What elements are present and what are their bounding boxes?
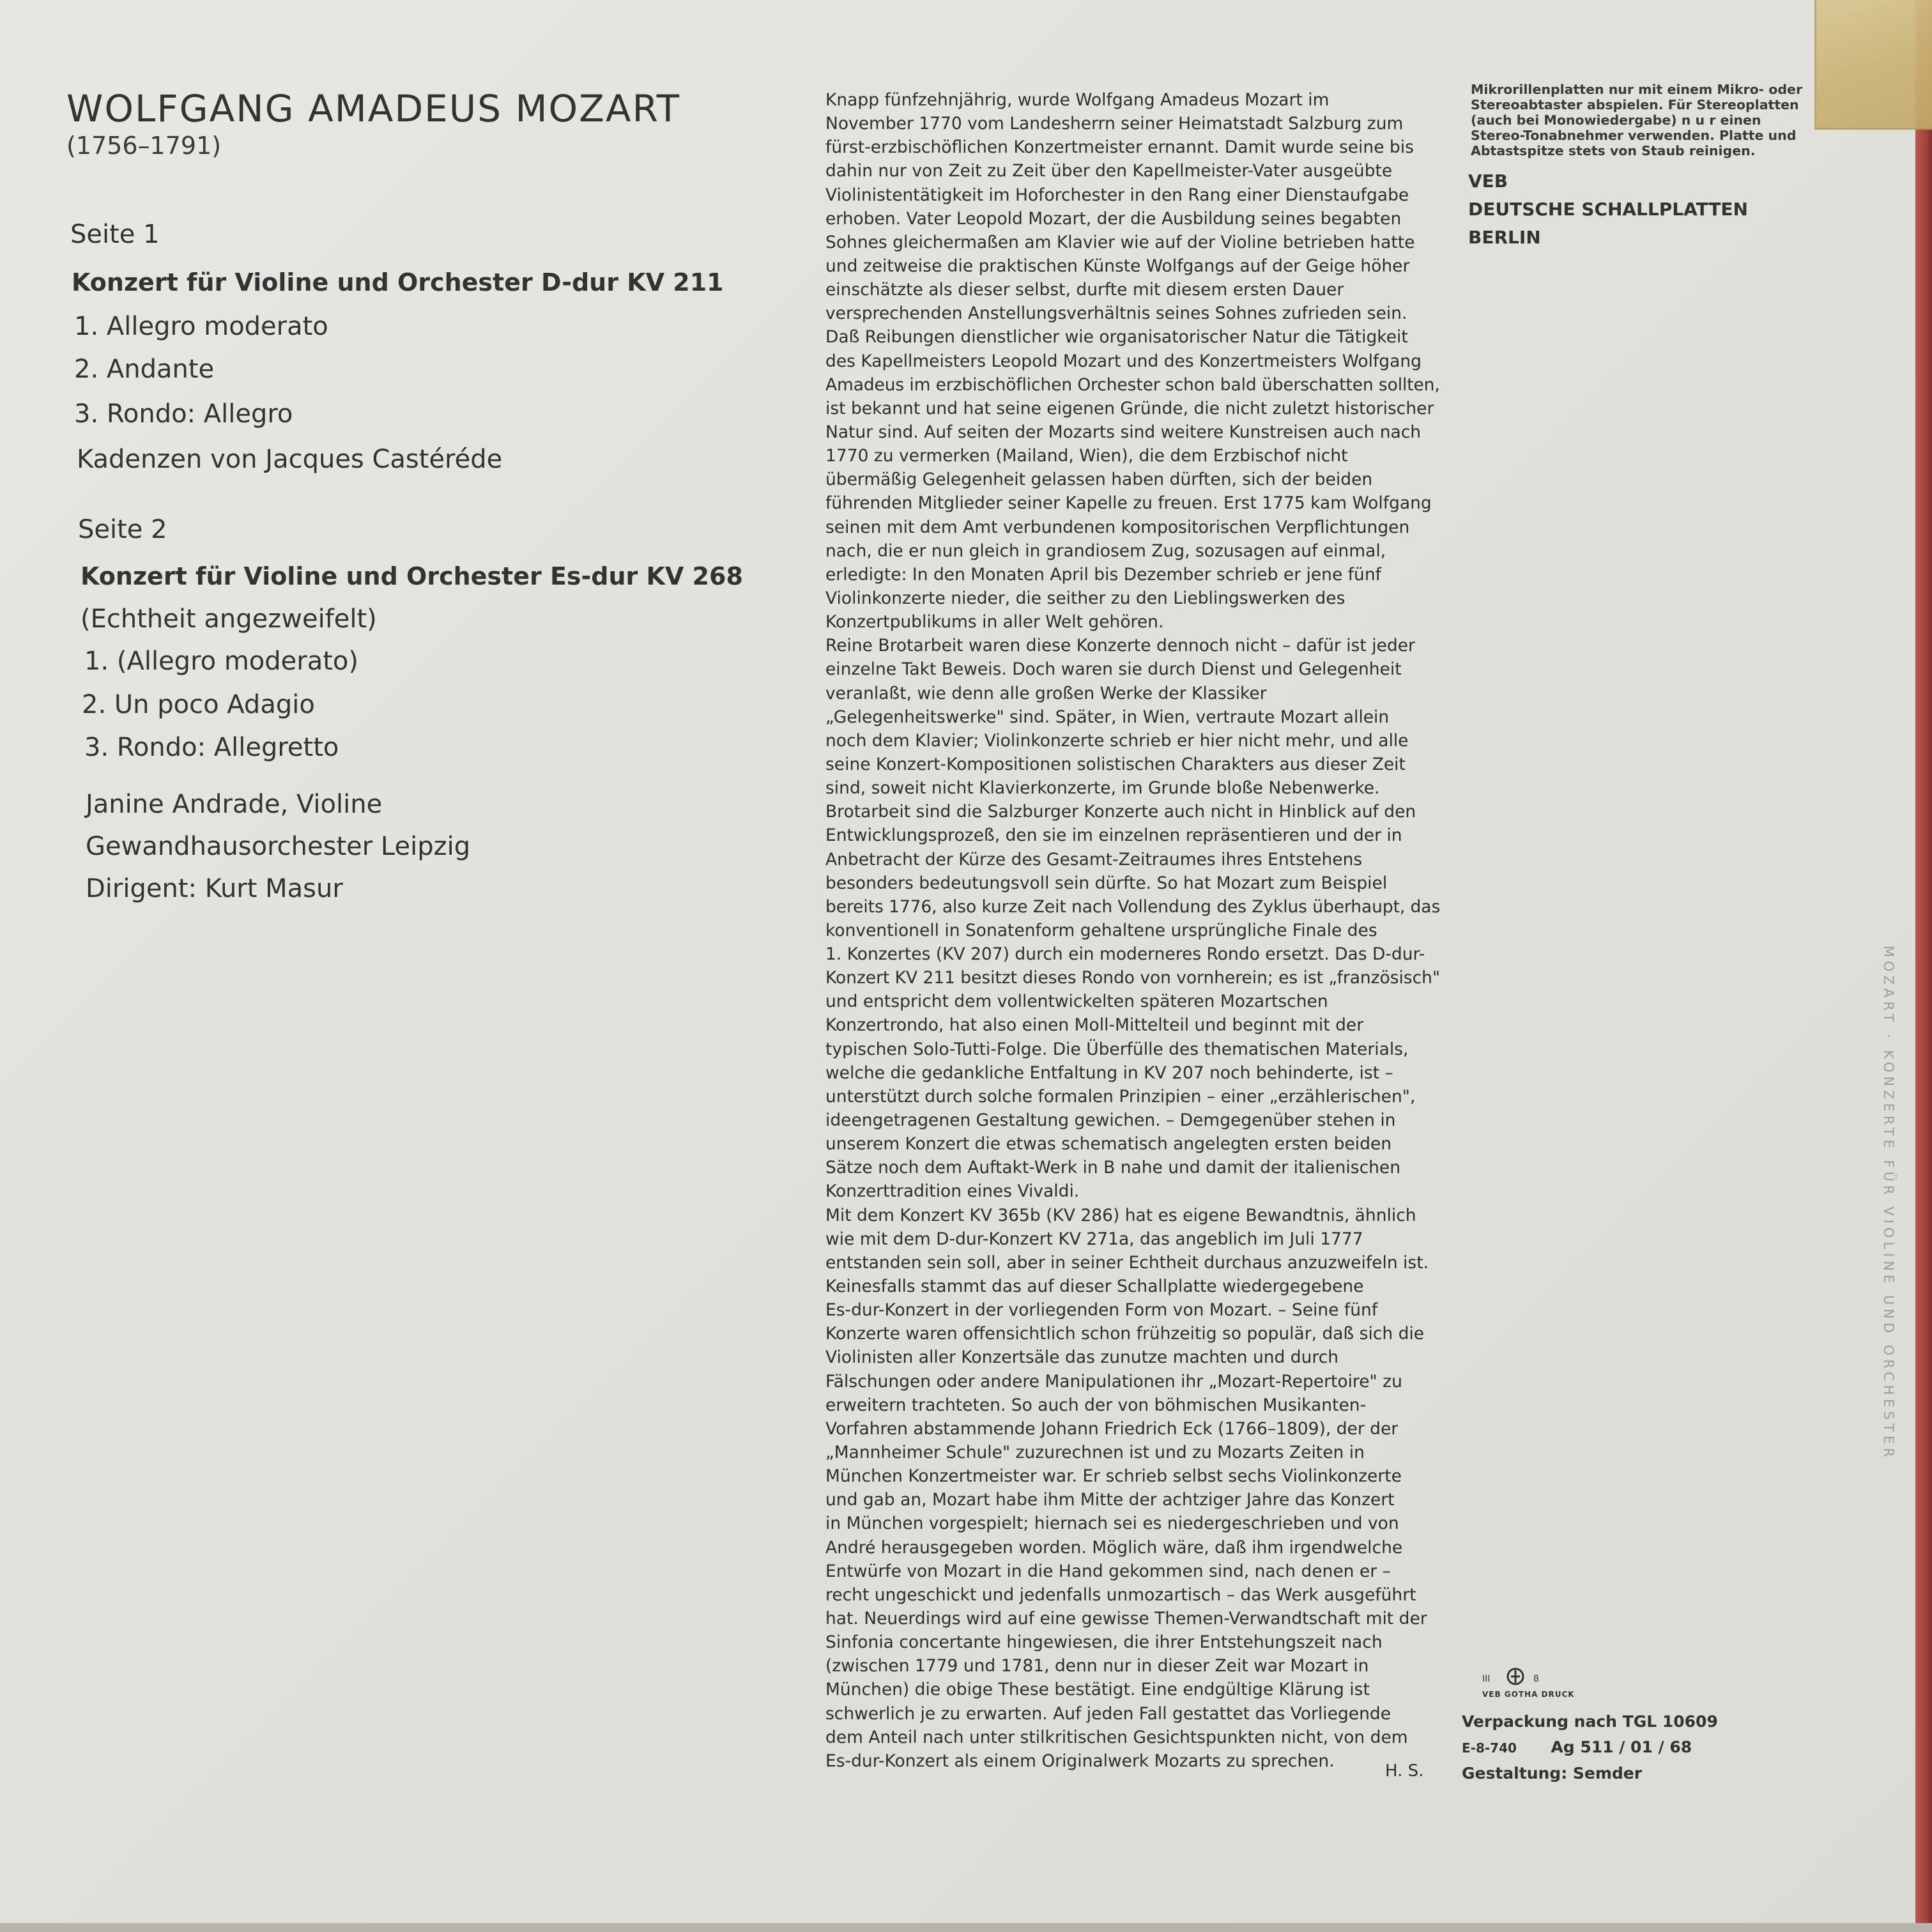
design-credit: Gestaltung: Semder (1462, 1764, 1643, 1782)
liner-notes-line: Konzerttradition eines Vivaldi. (825, 1181, 1080, 1202)
packaging-spec: Verpackung nach TGL 10609 (1462, 1712, 1718, 1731)
liner-notes-line: sind, soweit nicht Klavierkonzerte, im Grunde bloße Nebenwerke. (825, 778, 1380, 799)
liner-notes-line: veranlaßt, wie denn alle großen Werke der Klassiker (825, 683, 1267, 703)
side2-movement-3: 3. Rondo: Allegretto (84, 733, 339, 762)
side1-movement-3: 3. Rondo: Allegro (74, 399, 293, 429)
publisher-line-3: BERLIN (1468, 227, 1541, 248)
liner-notes-line: Natur sind. Auf seiten der Mozarts sind weitere Kunstreisen auch nach (825, 422, 1422, 442)
liner-notes-line: Anbetracht der Kürze des Gesamt-Zeitraumes ihres Entstehens (825, 849, 1363, 870)
side2-movement-2: 2. Un poco Adagio (82, 690, 315, 719)
liner-notes-line: einschätzte als dieser selbst, durfte mit diesem ersten Dauer (825, 280, 1344, 300)
liner-notes-line: entstanden sein soll, aber in seiner Echtheit durchaus anzuzweifeln ist. (825, 1252, 1429, 1273)
liner-notes (825, 88, 1439, 1773)
liner-notes-line: und zeitweise die praktischen Künste Wolfgangs auf der Geige höher (825, 256, 1410, 276)
liner-notes-line: in München vorgespielt; hiernach sei es niedergeschrieben und von (825, 1514, 1399, 1534)
liner-notes-line: 1. Konzertes (KV 207) durch ein moderneres Rondo ersetzt. Das D-dur- (825, 944, 1425, 965)
publisher-block (1468, 167, 1748, 252)
notice-line: Stereo-Tonabnehmer verwenden. Platte und (1471, 128, 1797, 143)
liner-notes-line: ist bekannt und hat seine eigenen Gründe, die nicht zuletzt historischer (825, 398, 1434, 418)
liner-notes-line: und entspricht dem vollentwickelten späteren Mozartschen (825, 992, 1328, 1012)
notice-line: Mikrorillenplatten nur mit einem Mikro- oder (1471, 82, 1803, 97)
side1-movement-2: 2. Andante (74, 355, 215, 384)
liner-notes-line: Mit dem Konzert KV 365b (KV 286) hat es eigene Bewandtnis, ähnlich (825, 1205, 1416, 1225)
liner-notes-line: Entwicklungsprozeß, den sie im einzelnen repräsentieren und der in (825, 825, 1402, 846)
catalog-codes (1462, 1735, 1718, 1761)
liner-notes-line: Daß Reibungen dienstlicher wie organisatorischer Natur die Tätigkeit (825, 327, 1408, 348)
liner-notes-line: übermäßig Gelegenheit gelassen haben dürften, sich der beiden (825, 470, 1373, 490)
liner-notes-line: (zwischen 1779 und 1781, denn nur in dieser Zeit war Mozart in (825, 1656, 1369, 1676)
side2-label: Seite 2 (78, 515, 167, 544)
liner-notes-line: „Gelegenheitswerke" sind. Später, in Wien, vertraute Mozart allein (825, 707, 1390, 727)
conductor: Dirigent: Kurt Masur (86, 874, 343, 903)
liner-notes-line: bereits 1776, also kurze Zeit nach Vollendung des Zyklus überhaupt, das (825, 896, 1441, 917)
code-left: E-8-740 (1462, 1740, 1517, 1756)
composer-dates: (1756–1791) (66, 132, 222, 160)
red-edge-strip (1915, 0, 1932, 1932)
liner-notes-line: ideengetragenen Gestaltung gewichen. – Demgegenüber stehen in (825, 1110, 1396, 1131)
logo-right-mark: 8 (1533, 1674, 1539, 1684)
liner-notes-line: Sinfonia concertante hingewiesen, die ihrer Entstehungszeit nach (825, 1632, 1383, 1653)
side1-work-title: Konzert für Violine und Orchester D-dur KV 211 (72, 268, 724, 296)
notice-line: (auch bei Monowiedergabe) n u r einen (1471, 112, 1761, 128)
logo-left-mark: III (1482, 1674, 1491, 1684)
liner-notes-line: des Kapellmeisters Leopold Mozart und des Konzertmeisters Wolfgang (825, 351, 1422, 371)
liner-notes-line: hat. Neuerdings wird auf eine gewisse Themen-Verwandtschaft mit der (825, 1609, 1427, 1629)
liner-notes-line: André herausgegeben worden. Möglich wäre, daß ihm irgendwelche (825, 1537, 1403, 1558)
liner-notes-line: welche die gedankliche Entfaltung in KV 207 noch behinderte, ist – (825, 1062, 1393, 1083)
liner-notes-line: wie mit dem D-dur-Konzert KV 271a, das angeblich im Juli 1777 (825, 1229, 1363, 1249)
liner-notes-line: Vorfahren abstammende Johann Friedrich Eck (1766–1809), der der (825, 1418, 1399, 1439)
liner-notes-line: „Mannheimer Schule" zuzurechnen ist und zu Mozarts Zeiten in (825, 1443, 1365, 1463)
side2-movement-1: 1. (Allegro moderato) (84, 647, 358, 676)
printer-logo (1480, 1665, 1575, 1701)
liner-notes-line: Fälschungen oder andere Manipulationen ihr „Mozart-Repertoire" zu (825, 1371, 1402, 1392)
liner-notes-line: November 1770 vom Landesherrn seiner Heimatstadt Salzburg zum (825, 114, 1404, 134)
liner-notes-line: erhoben. Vater Leopold Mozart, der die Ausbildung seines begabten (825, 208, 1402, 229)
liner-notes-line: Amadeus im erzbischöflichen Orchester schon bald überschatten sollten, (825, 374, 1440, 395)
soloist: Janine Andrade, Violine (86, 790, 383, 819)
notice-line: Stereoabtaster abspielen. Für Stereoplatten (1471, 97, 1799, 112)
publisher-line-1: VEB (1468, 171, 1508, 192)
liner-notes-line: konventionell in Sonatenform gehaltene ursprüngliche Finale des (825, 920, 1377, 940)
publisher-line-2: DEUTSCHE SCHALLPLATTEN (1468, 199, 1748, 220)
liner-notes-line: führenden Mitglieder seiner Kapelle zu freuen. Erst 1775 kam Wolfgang (825, 493, 1432, 514)
liner-notes-line: Violinistentätigkeit im Hoforchester in den Rang einer Dienstaufgabe (825, 185, 1409, 205)
liner-notes-line: schwerlich je zu erwarten. Auf jeden Fall gestattet das Vorliegende (825, 1703, 1392, 1724)
liner-notes-line: Violinkonzerte nieder, die seither zu den Lieblingswerken des (825, 588, 1346, 608)
logo-caption: VEB GOTHA DRUCK (1482, 1690, 1575, 1699)
liner-notes-line: einzelne Takt Beweis. Doch waren sie durch Dienst und Gelegenheit (825, 659, 1402, 680)
tape-patch (1814, 0, 1932, 130)
liner-notes-line: Entwürfe von Mozart in die Hand gekommen sind, nach denen er – (825, 1561, 1391, 1581)
liner-notes-line: typischen Solo-Tutti-Folge. Die Überfülle des thematischen Materials, (825, 1039, 1409, 1059)
liner-notes-line: seine Konzert-Kompositionen solistischen Charakters aus dieser Zeit (825, 754, 1406, 774)
liner-notes-line: Knapp fünfzehnjährig, wurde Wolfgang Amadeus Mozart im (825, 90, 1330, 110)
liner-notes-line: Es-dur-Konzert in der vorliegenden Form von Mozart. – Seine fünf (825, 1300, 1378, 1321)
liner-notes-line: dahin nur von Zeit zu Zeit über den Kapellmeister-Vater ausgeübte (825, 161, 1393, 181)
liner-notes-line: Sätze noch dem Auftakt-Werk in B nahe und damit der italienischen (825, 1158, 1401, 1178)
liner-notes-line: versprechenden Anstellungsverhältnis seines Sohnes zufrieden sein. (825, 303, 1407, 324)
liner-notes-line: erledigte: In den Monaten April bis Dezember schrieb er jene fünf (825, 564, 1381, 585)
liner-notes-line: Brotarbeit sind die Salzburger Konzerte auch nicht in Hinblick auf den (825, 802, 1416, 822)
liner-notes-line: Sohnes gleichermaßen am Klavier wie auf der Violine betrieben hatte (825, 232, 1415, 252)
liner-notes-line: Keinesfalls stammt das auf dieser Schallplatte wiedergegebene (825, 1276, 1364, 1297)
playback-notice (1471, 82, 1828, 158)
author-initials: H. S. (1385, 1761, 1424, 1781)
liner-notes-line: Konzertrondo, hat also einen Moll-Mittelteil und beginnt mit der (825, 1015, 1364, 1036)
side1-cadenzas: Kadenzen von Jacques Castéréde (77, 445, 503, 474)
liner-notes-line: München Konzertmeister war. Er schrieb selbst sechs Violinkonzerte (825, 1466, 1402, 1487)
liner-notes-line: und gab an, Mozart habe ihm Mitte der achtziger Jahre das Konzert (825, 1490, 1395, 1510)
liner-notes-line: noch dem Klavier; Violinkonzerte schrieb er hier nicht mehr, und alle (825, 730, 1409, 751)
side1-label: Seite 1 (70, 220, 160, 249)
liner-notes-line: 1770 zu vermerken (Mailand, Wien), die dem Erzbischof nicht (825, 446, 1348, 466)
liner-notes-line: fürst-erzbischöflichen Konzertmeister ernannt. Damit wurde seine bis (825, 137, 1414, 158)
liner-notes-line: Es-dur-Konzert als einem Originalwerk Mozarts zu sprechen. (825, 1751, 1335, 1771)
liner-notes-line: nach, die er nun gleich in grandiosem Zug, sozusagen auf einmal, (825, 540, 1386, 561)
liner-notes-line: recht ungeschickt und jedenfalls unmozartisch – das Werk ausgeführt (825, 1584, 1416, 1605)
print-info (1462, 1709, 1718, 1786)
liner-notes-line: erweitern trachteten. So auch der von böhmischen Musikanten- (825, 1395, 1367, 1415)
liner-notes-line: unserem Konzert die etwas schematisch angelegten ersten beiden (825, 1134, 1392, 1154)
liner-notes-line: Reine Brotarbeit waren diese Konzerte dennoch nicht – dafür ist jeder (825, 636, 1415, 656)
bottom-shadow (0, 1923, 1932, 1932)
liner-notes-line: Konzertpublikums in aller Welt gehören. (825, 612, 1164, 632)
orchestra: Gewandhausorchester Leipzig (86, 832, 471, 861)
liner-notes-line: Violinisten aller Konzertsäle das zunutze machten und durch (825, 1347, 1339, 1368)
liner-notes-line: seinen mit dem Amt verbundenen kompositorischen Verpflichtungen (825, 517, 1410, 537)
spine-text: MOZART · KONZERTE FÜR VIOLINE UND ORCHESTER (1881, 946, 1896, 1461)
liner-notes-line: Konzerte waren offensichtlich schon frühzeitig so populär, daß sich die (825, 1324, 1425, 1344)
side1-movement-1: 1. Allegro moderato (74, 312, 328, 341)
liner-notes-line: dem Anteil nach unter stilkritischen Gesichtspunkten nicht, von dem (825, 1727, 1408, 1747)
notice-line: Abtastspitze stets von Staub reinigen. (1471, 143, 1756, 158)
liner-notes-line: München) die obige These bestätigt. Eine endgültige Klärung ist (825, 1680, 1370, 1700)
liner-notes-line: besonders bedeutungsvoll sein dürfte. So hat Mozart zum Beispiel (825, 873, 1388, 893)
code-right: Ag 511 / 01 / 68 (1551, 1738, 1692, 1756)
composer-name: WOLFGANG AMADEUS MOZART (66, 87, 681, 130)
side2-note: (Echtheit angezweifelt) (80, 604, 377, 634)
side2-work-title: Konzert für Violine und Orchester Es-dur KV 268 (80, 562, 743, 590)
gotha-logo-mark-icon (1511, 1670, 1520, 1683)
liner-notes-line: unterstützt durch solche formalen Prinzipien – einer „erzählerischen", (825, 1086, 1416, 1107)
liner-notes-line: Konzert KV 211 besitzt dieses Rondo von vornherein; es ist „französisch" (825, 968, 1440, 988)
